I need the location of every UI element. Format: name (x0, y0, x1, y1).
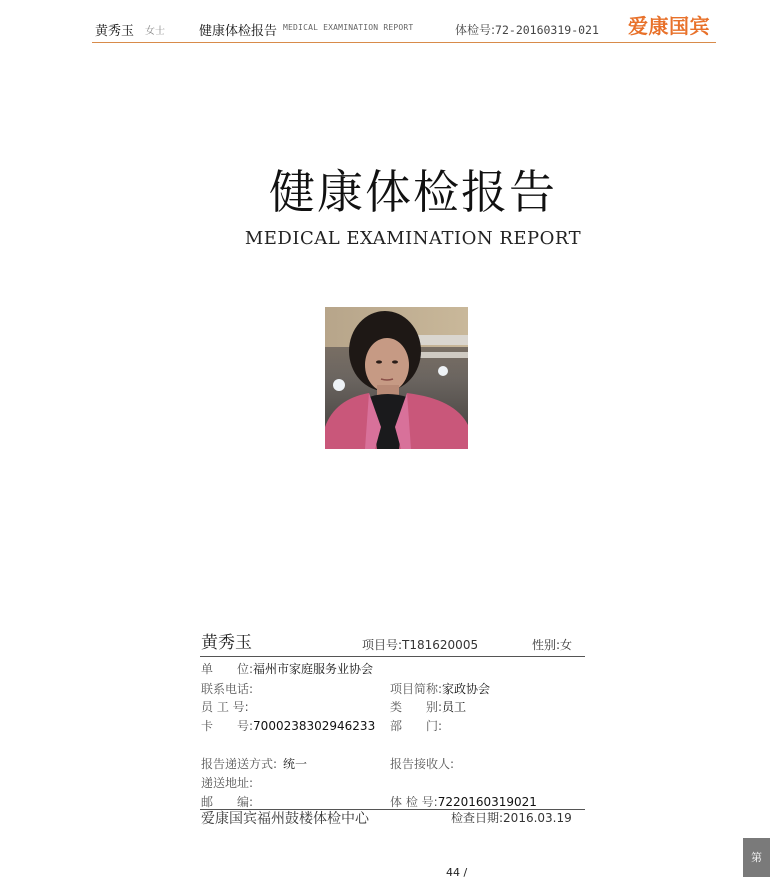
receiver-row (390, 753, 454, 772)
exam-center: 爱康国宾福州鼓楼体检中心 (201, 811, 369, 827)
patient-photo (325, 307, 468, 449)
exam-no-value: 7220160319021 (437, 795, 537, 809)
info-top-divider (200, 656, 585, 657)
postcode-label: 邮 编: (201, 795, 254, 809)
project-short-value: 家政协会 (442, 682, 491, 696)
unit-label: 单 位: (201, 662, 254, 676)
unit-row (201, 658, 373, 677)
address-label: 递送地址: (201, 776, 254, 790)
delivery-value: 统一 (283, 757, 308, 771)
cover-title: 健康体检报告 (269, 165, 557, 219)
project-short-label: 项目简称: (390, 682, 443, 696)
staff-no-row (201, 696, 249, 715)
header-exam-number (455, 21, 599, 38)
category-label: 类 别: (390, 700, 443, 714)
project-number: 项目号:T181620005 (362, 638, 479, 652)
project-short-row (390, 678, 490, 697)
page-tab[interactable]: 第 (743, 838, 770, 877)
delivery-label: 报告递送方式: (201, 757, 278, 771)
cover-subtitle: MEDICAL EXAMINATION REPORT (244, 228, 582, 249)
address-row (201, 772, 253, 791)
header-report-title: 健康体检报告 (199, 24, 278, 39)
check-date: 检查日期:2016.03.19 (451, 811, 572, 825)
unit-value: 福州市家庭服务业协会 (253, 662, 374, 676)
card-row (201, 715, 375, 734)
receiver-label: 报告接收人: (390, 757, 455, 771)
header-report-title-en: MEDICAL EXAMINATION REPORT (283, 23, 414, 32)
gender: 性别:女 (532, 638, 573, 652)
brand-logo: 爱康国宾 (628, 14, 710, 38)
card-label: 卡 号: (201, 719, 254, 733)
header-exam-label: 体检号: (455, 23, 496, 37)
header-divider (92, 42, 716, 43)
category-value: 员工 (442, 700, 467, 714)
exam-no-row (390, 791, 537, 810)
dept-label: 部 门: (390, 719, 443, 733)
phone-label: 联系电话: (201, 682, 254, 696)
page-number: 44 / (446, 866, 468, 879)
dept-row (390, 715, 442, 734)
header-honorific: 女士 (145, 26, 165, 37)
header-exam-value: 72-20160319-021 (495, 23, 599, 37)
phone-row (201, 678, 253, 697)
header-patient-name: 黄秀玉 (95, 24, 135, 39)
category-row (390, 696, 466, 715)
exam-no-label: 体 检 号: (390, 795, 438, 809)
staff-no-label: 员 工 号: (201, 700, 249, 714)
delivery-row (201, 753, 307, 772)
patient-name: 黄秀玉 (201, 633, 252, 653)
card-value: 7000238302946233 (253, 719, 376, 733)
